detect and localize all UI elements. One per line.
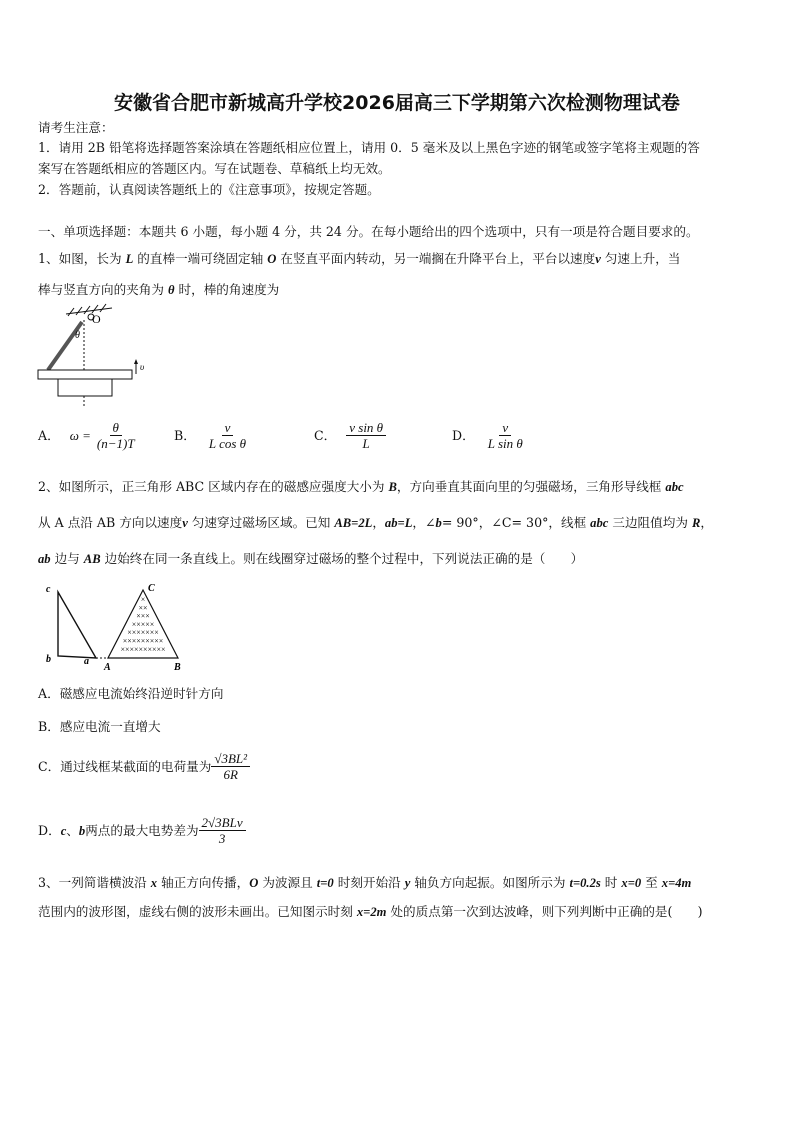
q1-option-c-fraction [346,420,386,451]
q2-field-symbol-row: ×× [138,603,148,613]
q2-field-symbol-row: ××××××× [127,628,159,638]
q2-option-d-fraction [199,815,246,846]
section-1-heading: 一、单项选择题：本题共 6 小题，每小题 4 分，共 24 分。在每小题给出的四个选项中，只有一项是符合题目要求的。 [38,224,699,239]
q2-field-symbols [120,595,165,654]
q2-text: ，方向垂直其面向里的匀强磁场，三角形导线框 [396,479,666,494]
q3-var-t0: t=0 [316,876,334,890]
q3-text: 范围内的波形图，虚线右侧的波形未画出。已知图示时刻 [38,904,357,919]
q2-var-v: v [182,516,188,530]
q1-var-L: L [125,252,134,266]
q2-fig-label-A: A [104,662,111,672]
q2-text: 从 A 点沿 AB 方向以速度 [38,515,183,530]
fraction-numerator: v [499,420,511,436]
q3-var-x0: x=0 [621,876,642,890]
q2-fig-label-C: C [148,583,155,594]
q2-field-symbol-row: ××××× [131,619,155,629]
fraction-denominator: L cos θ [208,436,247,451]
fraction-numerator: θ [110,420,122,436]
q1-figure [36,302,156,408]
q2-field-symbol-row: ××× [136,611,150,621]
q1-fig-label-theta: θ [75,330,80,341]
q2-option-d [38,815,246,846]
q3-text: 至 [641,875,662,890]
q1-option-a [38,420,138,451]
fraction-denominator: L [362,436,370,451]
q2-line-1 [38,479,684,495]
q1-option-a-lhs: ω = [69,427,91,443]
q2-text: 匀速穿过磁场区域。已知 [187,515,335,530]
q2-var-AB: AB [83,552,101,566]
q1-text: 棒与竖直方向的夹角为 [38,282,168,297]
fraction-denominator: L sin θ [487,436,523,451]
q1-var-v: v [595,252,601,266]
q3-text: 为波源且 [258,875,317,890]
fraction-numerator: v [222,420,234,436]
fraction-numerator: v sin θ [346,420,386,436]
q2-text: ， [372,515,385,530]
q3-text: 轴正方向传播， [157,875,250,890]
q2-text: = 90°，∠C= 30°，线框 [441,515,591,530]
q3-text: 时 [600,875,622,890]
q3-text: 处的质点第一次到达波峰，则下列判断中正确的是( ) [386,904,703,919]
q3-var-y: y [404,876,411,890]
q2-text: 2、如图所示，正三角形 ABC 区域内存在的磁感应强度大小为 [38,479,389,494]
fraction-numerator: √3BL² [211,751,250,767]
q2-line-2 [38,515,713,531]
notice-item-2: 2．答题前，认真阅读答题纸上的《注意事项》，按规定答题。 [38,182,380,197]
fraction-denominator: (n−1)T [96,436,135,451]
q3-var-x: x [150,876,158,890]
q2-text: 边始终在同一条直线上。则在线圈穿过磁场的整个过程中，下列说法正确的是（ ） [100,551,584,566]
fraction-numerator: 2√3BLv [199,815,246,831]
q1-line-1 [38,251,680,267]
q2-var-ab2l: AB=2L [334,516,373,530]
q2-fig-label-c: c [46,584,51,595]
q1-option-d-fraction [485,420,526,451]
q2-option-c-text: C．通过线框某截面的电荷量为 [38,758,212,774]
q2-field-symbol-row: × [140,595,146,604]
q1-option-d [452,420,526,451]
q2-option-b: B．感应电流一直增大 [38,719,161,734]
q1-platform [38,370,132,379]
q1-option-a-fraction [94,420,138,451]
fraction-denominator: 6R [223,767,238,782]
q2-var-b: b [435,516,442,530]
q1-option-b-fraction [206,420,249,451]
q3-var-t02: t=0.2s [569,876,601,890]
q2-field-symbol-row: ×××××××××× [120,644,166,654]
q2-var-ab: ab [38,552,51,566]
q1-var-theta: θ [167,283,175,297]
q3-text: 3、一列简谐横波沿 [38,875,151,890]
q1-text: 的直棒一端可绕固定轴 [133,251,268,266]
page-title: 安徽省合肥市新城高升学校2026届高三下学期第六次检测物理试卷 [114,92,680,114]
q1-platform-base [58,379,112,396]
notice-heading: 请考生注意： [38,120,114,135]
q2-var-abc: abc [590,516,609,530]
q2-text: 边与 [50,551,84,566]
q2-var-B: B [388,480,397,494]
q3-var-O: O [249,876,259,890]
q2-field-symbol-row: ××××××××× [122,636,164,646]
q2-var-c: c [60,823,67,838]
q1-fig-label-v: υ [140,362,145,372]
q1-option-b [174,420,249,451]
option-label: B． [174,427,196,443]
q1-line-2 [38,282,279,298]
q2-line-3 [38,551,583,567]
q2-wire-frame [58,592,96,658]
option-label: A． [38,427,60,443]
notice-item-1-line-1: 1．请用 2B 铅笔将选择题答案涂填在答题纸相应位置上，请用 0．5 毫米及以上黑色字迹的钢笔或签字笔将主观题的答 [38,140,700,155]
q2-text: ，∠ [412,515,436,530]
q3-var-x4: x=4m [661,876,692,890]
q2-figure [40,582,190,672]
q2-var-R: R [691,516,701,530]
q3-text: 轴负方向起振。如图所示为 [410,875,570,890]
q2-option-c [38,751,250,782]
q3-line-1 [38,875,691,891]
q1-fig-label-O: O [92,312,101,326]
q3-var-x2: x=2m [356,905,387,919]
q3-line-2 [38,904,703,920]
notice-item-1-line-2: 案写在答题纸相应的答题区内。写在试题卷、草稿纸上均无效。 [38,161,391,176]
q2-fig-label-B: B [174,662,181,672]
q2-var-abc: abc [665,480,684,494]
q2-option-d-text: 两点的最大电势差为 [85,822,199,838]
q2-fig-label-a: a [84,656,89,667]
option-label: C． [314,427,337,443]
fraction-denominator: 3 [218,831,226,846]
q1-text: 1、如图，长为 [38,251,126,266]
q1-option-c [314,420,386,451]
q2-var-b: b [78,823,86,838]
q2-option-a: A．磁感应电流始终沿逆时针方向 [38,686,224,701]
q2-text: ， [700,515,713,530]
q2-option-c-fraction [211,751,250,782]
q1-text: 在竖直平面内转动，另一端搁在升降平台上，平台以速度 [276,251,596,266]
q1-text: 时，棒的角速度为 [174,282,280,297]
q2-text: 三边阻值均为 [608,515,692,530]
q3-text: 时刻开始沿 [333,875,405,890]
q1-text: 匀速上升，当 [600,251,681,266]
q1-var-O: O [267,252,277,266]
q2-option-d-label: D． [38,822,61,838]
q2-text: 、 [66,822,79,838]
q2-var-abl: ab=L [384,516,413,530]
option-label: D． [452,427,475,443]
q2-fig-label-b: b [46,654,51,665]
